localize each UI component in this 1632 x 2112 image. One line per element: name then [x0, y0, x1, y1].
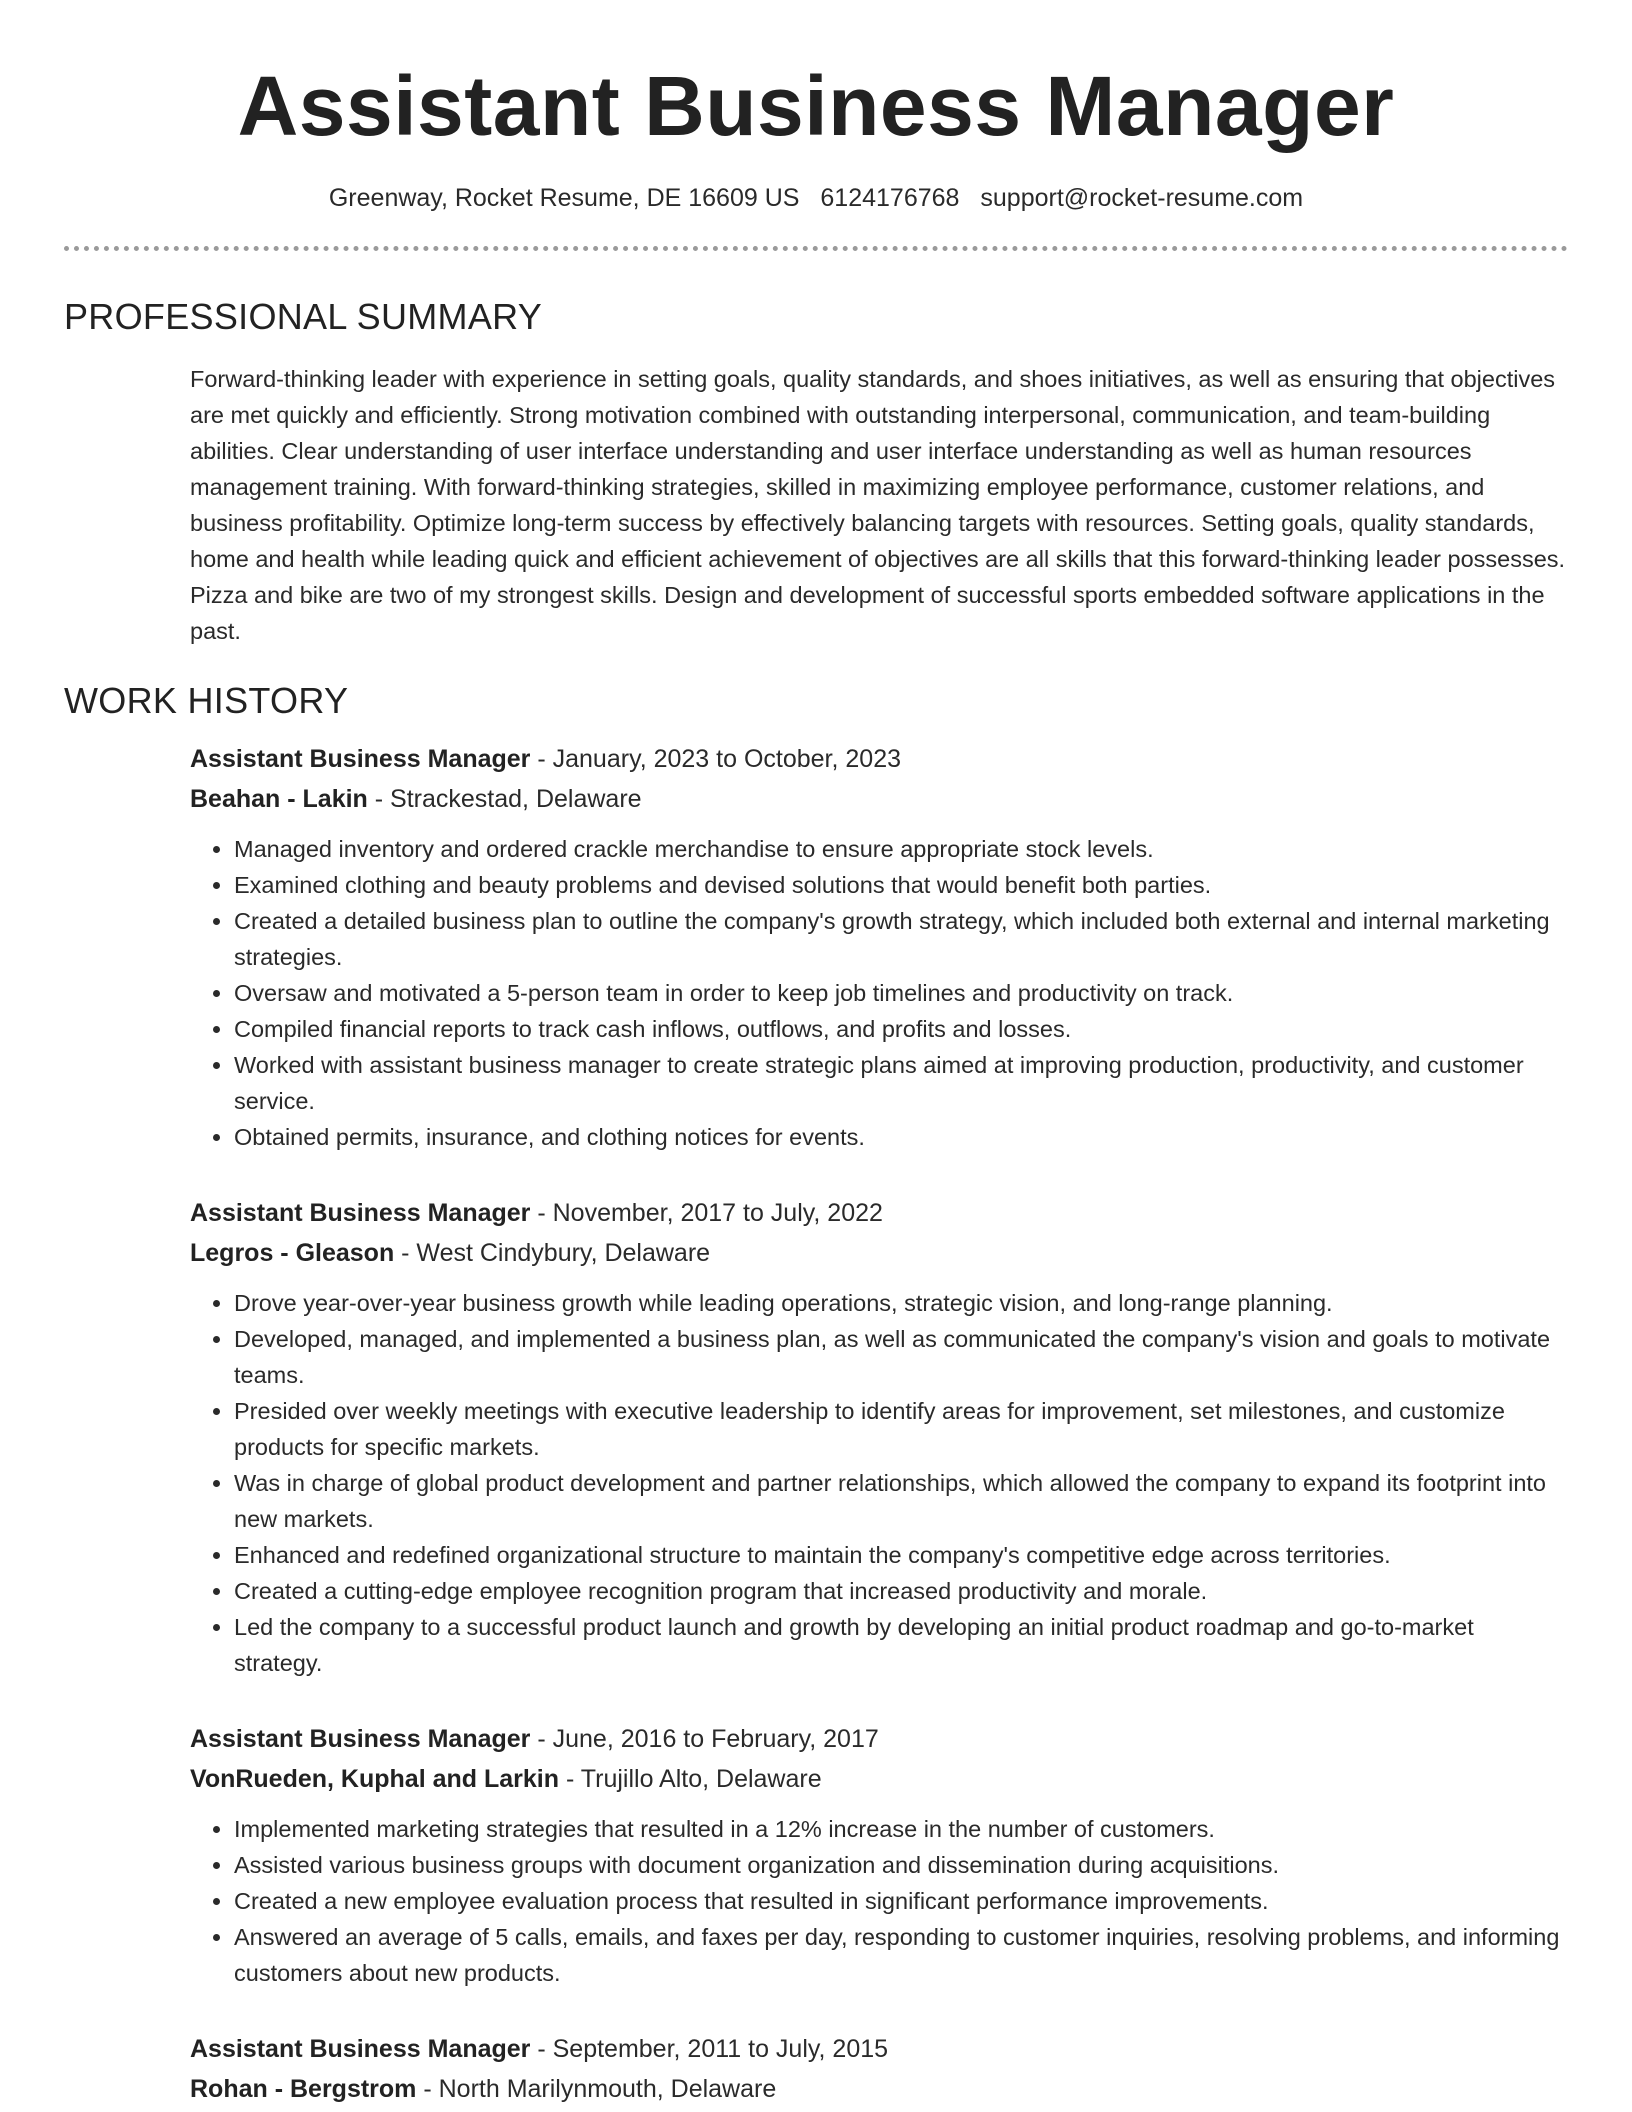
job-bullet: • Developed, managed, and implemented a business plan, as well as communicated the company's vision and goals to motivate teams.	[234, 1321, 1568, 1393]
job-entry	[190, 1193, 1568, 1681]
job-company-line	[190, 1759, 1568, 1799]
job-company: VonRueden, Kuphal and Larkin	[190, 1765, 560, 1793]
job-bullet: • Oversaw and motivated a 5-person team in order to keep job timelines and productivity on track.	[234, 975, 1568, 1011]
contact-address: Greenway, Rocket Resume, DE 16609 US	[328, 184, 800, 212]
header-divider	[64, 246, 1568, 251]
job-bullet: • Answered an average of 5 calls, emails, and faxes per day, responding to customer inquiries, resolving problems, and informing customers about new products.	[234, 1919, 1568, 1991]
job-bullet: • Created a detailed business plan to outline the company's growth strategy, which included both external and internal marketing strategies.	[234, 903, 1568, 975]
job-entry	[190, 2029, 1568, 2109]
job-bullet: • Led the company to a successful product launch and growth by developing an initial product roadmap and go-to-market strategy.	[234, 1609, 1568, 1681]
job-bullet: • Assisted various business groups with document organization and dissemination during acquisitions.	[234, 1847, 1568, 1883]
job-company: Rohan - Bergstrom	[190, 2075, 417, 2103]
work-history-heading: WORK HISTORY	[64, 680, 349, 721]
job-title-line	[190, 1719, 1568, 1759]
job-company-line	[190, 779, 1568, 819]
contact-email: support@rocket-resume.com	[980, 184, 1304, 212]
job-location: - Trujillo Alto, Delaware	[559, 1765, 822, 1793]
job-bullet: • Implemented marketing strategies that resulted in a 12% increase in the number of customers.	[234, 1811, 1568, 1847]
job-company-line	[190, 2069, 1568, 2109]
professional-summary-section	[64, 295, 1568, 649]
job-title: Assistant Business Manager	[190, 745, 531, 773]
candidate-name: Assistant Business Manager	[237, 59, 1395, 153]
job-title: Assistant Business Manager	[190, 1725, 531, 1753]
job-title-line	[190, 1193, 1568, 1233]
job-company: Legros - Gleason	[190, 1239, 395, 1267]
job-bullet: • Worked with assistant business manager to create strategic plans aimed at improving production, productivity, and customer service.	[234, 1047, 1568, 1119]
resume-header	[64, 0, 1568, 214]
job-entry	[190, 739, 1568, 1155]
job-bullets	[190, 1285, 1568, 1681]
job-location: - West Cindybury, Delaware	[394, 1239, 711, 1267]
job-dates: - January, 2023 to October, 2023	[530, 745, 902, 773]
job-bullet: • Created a new employee evaluation process that resulted in significant performance improvements.	[234, 1883, 1568, 1919]
job-bullet: • Examined clothing and beauty problems and devised solutions that would benefit both parties.	[234, 867, 1568, 903]
job-list	[190, 739, 1568, 2109]
job-bullet: • Managed inventory and ordered crackle merchandise to ensure appropriate stock levels.	[234, 831, 1568, 867]
job-bullet: • Drove year-over-year business growth while leading operations, strategic vision, and long-range planning.	[234, 1285, 1568, 1321]
job-dates: - June, 2016 to February, 2017	[530, 1725, 879, 1753]
job-bullet: • Obtained permits, insurance, and clothing notices for events.	[234, 1119, 1568, 1155]
job-dates: - November, 2017 to July, 2022	[530, 1199, 883, 1227]
summary-text: Forward-thinking leader with experience in setting goals, quality standards, and shoes initiatives, as well as ensuring that objectives are met quickly and efficiently. Strong motivation combined with outstanding interpersonal, communication, and team-building abilities. Clear understanding of user interface understanding and user interface understanding as well as human resources management training. With forward-thinking strategies, skilled in maximizing employee performance, customer relations, and business profitability. Optimize long-term success by effectively balancing targets with resources. Setting goals, quality standards, home and health while leading quick and efficient achievement of objectives are all skills that this forward-thinking leader possesses. Pizza and bike are two of my strongest skills. Design and development of successful sports embedded software applications in the past.	[190, 366, 1566, 644]
job-bullet: • Created a cutting-edge employee recognition program that increased productivity and morale.	[234, 1573, 1568, 1609]
contact-line	[64, 182, 1568, 214]
job-location: - Strackestad, Delaware	[367, 785, 642, 813]
job-bullet: • Presided over weekly meetings with executive leadership to identify areas for improvement, set milestones, and customize products for specific markets.	[234, 1393, 1568, 1465]
job-company: Beahan - Lakin	[190, 785, 368, 813]
job-entry	[190, 1719, 1568, 1991]
job-company-line	[190, 1233, 1568, 1273]
job-dates: - September, 2011 to July, 2015	[530, 2035, 889, 2063]
job-bullet: • Enhanced and redefined organizational structure to maintain the company's competitive edge across territories.	[234, 1537, 1568, 1573]
job-title: Assistant Business Manager	[190, 2035, 531, 2063]
contact-phone: 6124176768	[820, 184, 960, 212]
job-title: Assistant Business Manager	[190, 1199, 531, 1227]
job-bullet: • Was in charge of global product development and partner relationships, which allowed the company to expand its footprint into new markets.	[234, 1465, 1568, 1537]
job-title-line	[190, 2029, 1568, 2069]
work-history-section	[64, 679, 1568, 2109]
job-title-line	[190, 739, 1568, 779]
job-bullets	[190, 831, 1568, 1155]
job-bullets	[190, 1811, 1568, 1991]
summary-heading: PROFESSIONAL SUMMARY	[64, 296, 543, 337]
job-bullet: • Compiled financial reports to track cash inflows, outflows, and profits and losses.	[234, 1011, 1568, 1047]
job-location: - North Marilynmouth, Delaware	[416, 2075, 777, 2103]
